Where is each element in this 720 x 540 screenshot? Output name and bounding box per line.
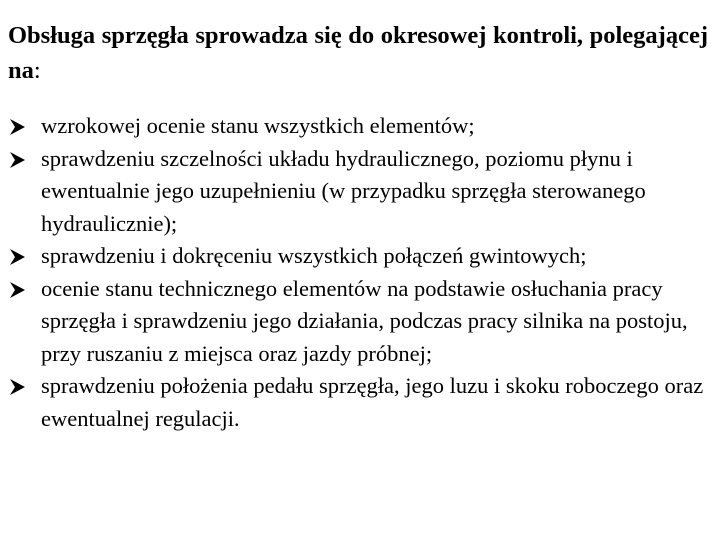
bullet-text: sprawdzeniu i dokręceniu wszystkich połączeń gwintowych; bbox=[41, 243, 587, 268]
arrowhead-bullet-icon bbox=[10, 152, 25, 168]
arrowhead-bullet-icon bbox=[10, 379, 25, 395]
slide-heading bbox=[8, 18, 708, 88]
arrowhead-bullet-icon bbox=[10, 282, 25, 298]
bullet-text: wzrokowej ocenie stanu wszystkich elementów; bbox=[41, 113, 475, 138]
bullet-item-threaded-connections bbox=[8, 240, 708, 273]
arrowhead-bullet-icon bbox=[10, 249, 25, 265]
bullet-text: sprawdzeniu szczelności układu hydraulicznego, poziomu płynu i ewentualnie jego uzupełnieniu (w przypadku sprzęgła sterowanego hydraulicznie); bbox=[41, 145, 646, 236]
bullet-item-technical-condition bbox=[8, 273, 708, 371]
heading-colon: : bbox=[33, 57, 41, 84]
heading-text: Obsługa sprzęgła sprowadza się do okresowej kontroli, polegającej na bbox=[8, 22, 708, 84]
bullet-item-visual-inspection bbox=[8, 110, 708, 143]
bullet-text: ocenie stanu technicznego elementów na podstawie osłuchania pracy sprzęgła i sprawdzeniu jego działania, podczas pracy silnika na postoju, przy ruszaniu z miejsca oraz jazdy próbnej; bbox=[41, 275, 688, 366]
bullet-text: sprawdzeniu położenia pedału sprzęgła, jego luzu i skoku roboczego oraz ewentualnej regulacji. bbox=[41, 373, 704, 431]
bullet-list bbox=[8, 110, 708, 435]
arrowhead-bullet-icon bbox=[10, 119, 25, 135]
bullet-item-pedal-check bbox=[8, 370, 708, 435]
bullet-item-hydraulic-check bbox=[8, 143, 708, 241]
